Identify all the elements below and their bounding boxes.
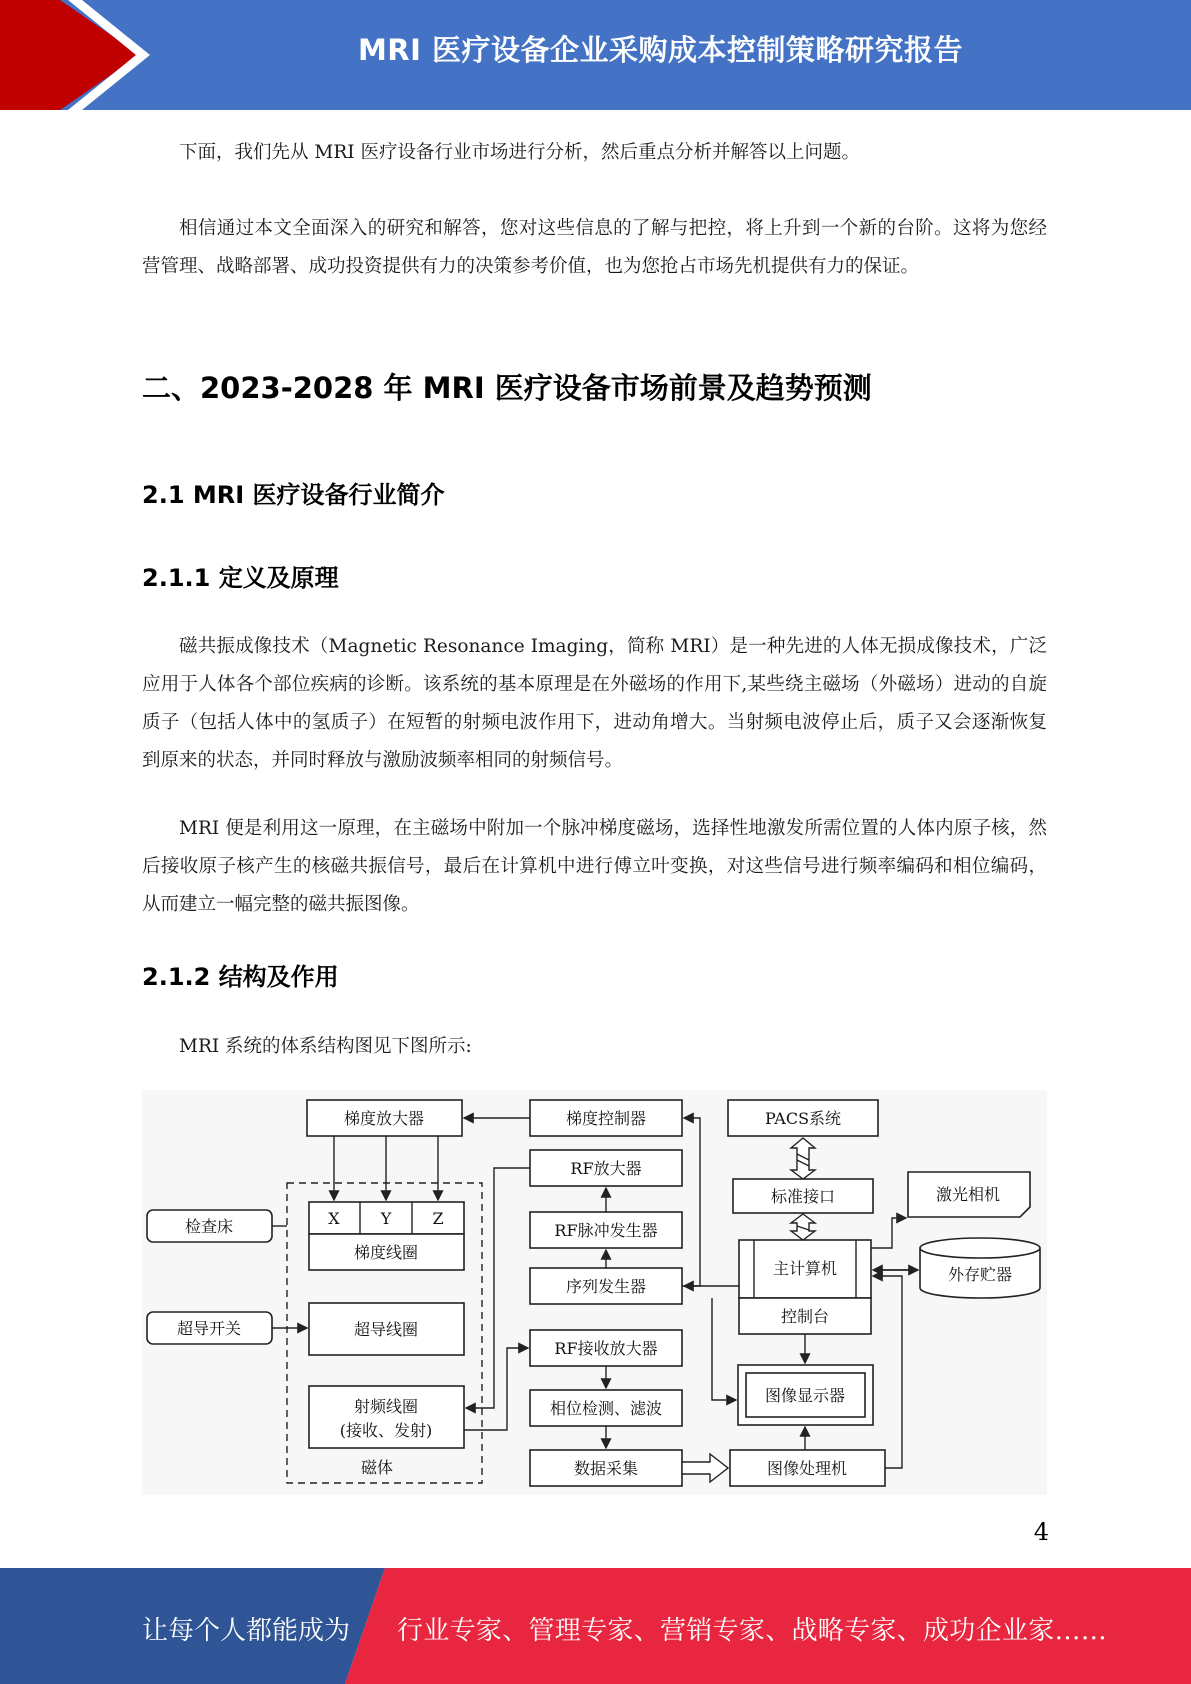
- sequence-generator-label: 序列发生器: [565, 1277, 647, 1296]
- image-display-label: 图像显示器: [764, 1386, 846, 1405]
- rf-coil-sublabel: (接收、发射): [339, 1421, 433, 1440]
- x-axis-label: X: [328, 1209, 340, 1228]
- page-number: 4: [1033, 1518, 1049, 1546]
- gradient-coil-label: 梯度线圈: [353, 1243, 419, 1262]
- paragraph-definition: 磁共振成像技术（Magnetic Resonance Imaging，简称 MRI）是一种先进的人体无损成像技术，广泛应用于人体各个部位疾病的诊断。该系统的基本原理是在外磁场的作用下,某些绕主磁场（外磁场）进动的自旋质子（包括人体中的氢质子）在短暂的射频电波作用下，进动角增大。当射频电波停止后，质子又会逐渐恢复到原来的状态，并同时释放与激励波频率相同的射频信号。: [142, 636, 1047, 771]
- pacs-label: PACS系统: [764, 1109, 842, 1128]
- subsection-heading-structure: 2.1.2 结构及作用: [142, 963, 339, 991]
- page-header: [0, 0, 1191, 110]
- footer-slogan-right: 行业专家、管理专家、营销专家、战略专家、成功企业家……: [397, 1616, 1108, 1646]
- gradient-amplifier-label: 梯度放大器: [343, 1109, 425, 1128]
- rf-coil-label: 射频线圈: [353, 1397, 419, 1416]
- paragraph-principle: MRI 便是利用这一原理，在主磁场中附加一个脉冲梯度磁场，选择性地激发所需位置的人体内原子核，然后接收原子核产生的核磁共振信号，最后在计算机中进行傅立叶变换，对这些信号进行频率编码和相位编码，从而建立一幅完整的磁共振图像。: [142, 818, 1047, 915]
- sc-coil-label: 超导线圈: [353, 1320, 419, 1339]
- y-axis-label: Y: [380, 1209, 392, 1228]
- sc-switch-label: 超导开关: [176, 1319, 242, 1338]
- exam-bed-label: 检查床: [184, 1217, 234, 1236]
- section-heading: 二、2023-2028 年 MRI 医疗设备市场前景及趋势预测: [142, 371, 872, 405]
- rf-amplifier-label: RF放大器: [570, 1159, 642, 1178]
- mri-architecture-diagram: [142, 1090, 1047, 1495]
- external-storage-label: 外存贮器: [947, 1265, 1013, 1284]
- image-processor-label: 图像处理机: [766, 1459, 848, 1478]
- data-acquisition-label: 数据采集: [573, 1459, 639, 1478]
- paragraph-value: 相信通过本文全面深入的研究和解答，您对这些信息的了解与把控，将上升到一个新的台阶。这将为您经营管理、战略部署、成功投资提供有力的决策参考价值，也为您抢占市场先机提供有力的保证。: [142, 218, 1047, 277]
- standard-interface-label: 标准接口: [770, 1187, 836, 1206]
- laser-camera-label: 激光相机: [935, 1185, 1001, 1204]
- paragraph-intro: 下面，我们先从 MRI 医疗设备行业市场进行分析，然后重点分析并解答以上问题。: [179, 142, 860, 163]
- host-computer-label: 主计算机: [772, 1259, 838, 1278]
- paragraph-diagram-caption: MRI 系统的体系结构图见下图所示:: [179, 1036, 472, 1057]
- subsection-heading-intro: 2.1 MRI 医疗设备行业简介: [142, 481, 445, 509]
- z-axis-label: Z: [432, 1209, 444, 1228]
- rf-receive-amplifier-label: RF接收放大器: [554, 1339, 658, 1358]
- gradient-controller-label: 梯度控制器: [565, 1109, 647, 1128]
- rf-pulse-generator-label: RF脉冲发生器: [554, 1221, 658, 1240]
- header-title: MRI 医疗设备企业采购成本控制策略研究报告: [357, 33, 964, 67]
- magnet-label: 磁体: [360, 1458, 394, 1477]
- subsection-heading-definition: 2.1.1 定义及原理: [142, 564, 339, 592]
- phase-detection-label: 相位检测、滤波: [549, 1399, 663, 1418]
- footer-slogan-left: 让每个人都能成为: [142, 1616, 351, 1646]
- header-arrow-decoration: [0, 0, 160, 110]
- console-label: 控制台: [780, 1307, 830, 1326]
